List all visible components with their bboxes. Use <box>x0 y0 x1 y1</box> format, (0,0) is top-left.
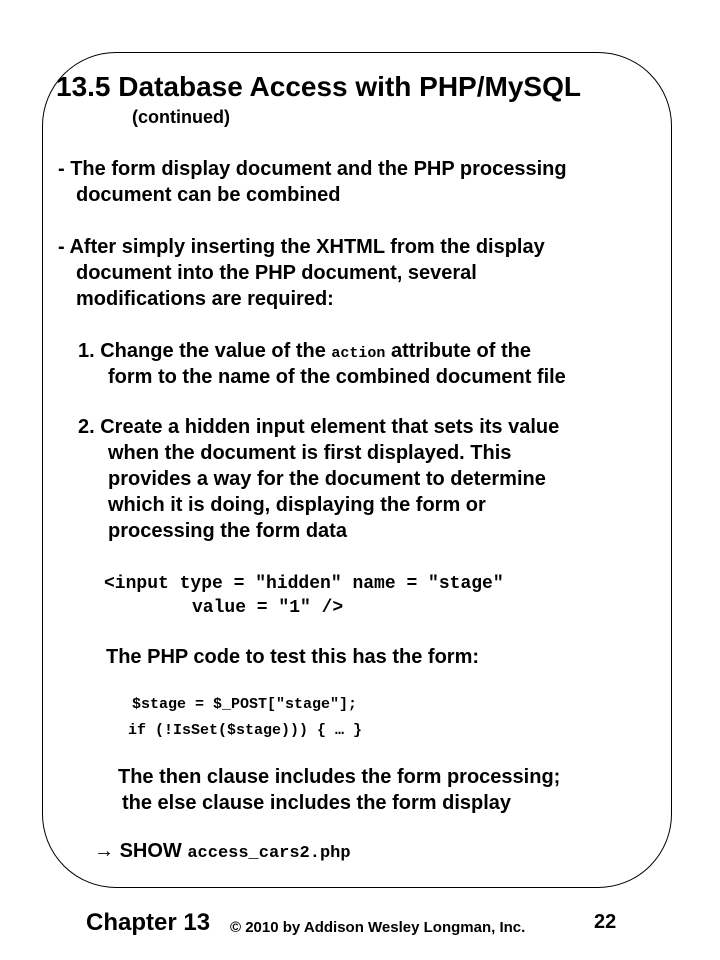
slide-subtitle: (continued) <box>132 107 230 127</box>
show-line <box>94 838 351 867</box>
paragraph-2-line-1: - After simply inserting the XHTML from the display <box>58 236 545 258</box>
list-item-1-line-2: form to the name of the combined document file <box>108 366 566 388</box>
paragraph-1-line-1: - The form display document and the PHP processing <box>58 158 567 180</box>
code-block-2-line-2: if (!IsSet($stage))) { … } <box>128 722 363 739</box>
list-item-2-line-5: processing the form data <box>108 520 347 542</box>
paragraph-2-line-2: document into the PHP document, several <box>76 262 477 284</box>
list-item-2-line-3: provides a way for the document to determine <box>108 468 546 490</box>
right-arrow-icon: → <box>94 840 114 862</box>
page-number: 22 <box>594 911 617 933</box>
list-item-2-line-4: which it is doing, displaying the form or <box>108 494 486 516</box>
action-attribute-code: action <box>331 345 386 362</box>
footer-chapter: Chapter 13 <box>86 909 211 936</box>
paragraph-1-line-2: document can be combined <box>76 184 341 206</box>
list-item-2-line-1: 2. Create a hidden input element that sets its value <box>78 416 560 438</box>
then-clause-line-2: the else clause includes the form display <box>122 792 512 814</box>
list-item-2-line-2: when the document is first displayed. This <box>108 442 512 464</box>
paragraph-2-line-3: modifications are required: <box>76 288 334 310</box>
list-item-1-text-a: 1. Change the value of the <box>78 340 332 362</box>
test-intro: The PHP code to test this has the form: <box>106 646 480 668</box>
slide-title: 13.5 Database Access with PHP/MySQL <box>56 71 581 102</box>
code-block-2-line-1: $stage = $_POST["stage"]; <box>132 696 358 713</box>
list-item-1-line-1 <box>78 338 531 367</box>
show-filename: access_cars2.php <box>187 844 351 863</box>
list-item-1-text-b: attribute of the <box>385 340 531 362</box>
then-clause-line-1: The then clause includes the form processing; <box>118 766 561 788</box>
show-label: SHOW <box>119 840 182 862</box>
code-block-1-line-2: value = "1" /> <box>192 598 344 618</box>
footer-copyright: © 2010 by Addison Wesley Longman, Inc. <box>230 919 526 936</box>
code-block-1-line-1: <input type = "hidden" name = "stage" <box>104 574 504 594</box>
